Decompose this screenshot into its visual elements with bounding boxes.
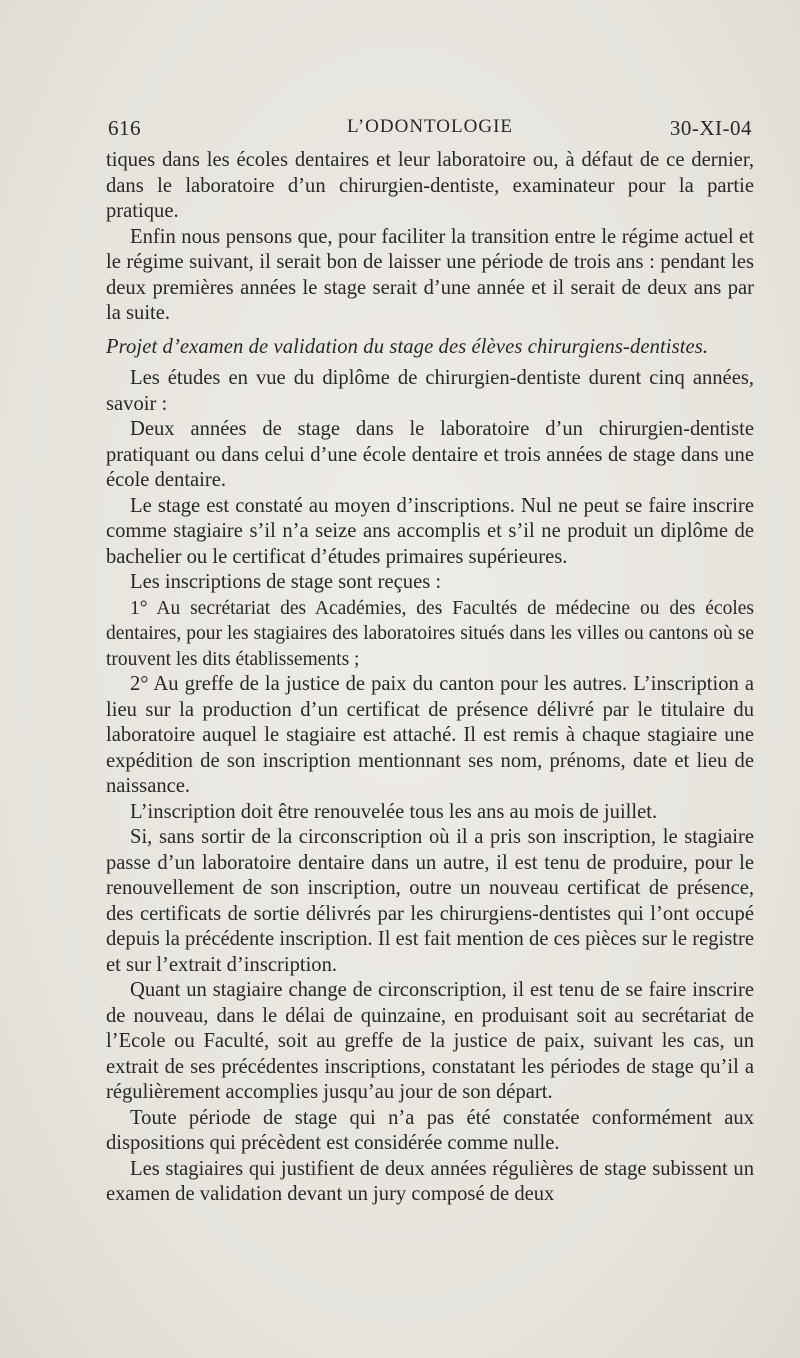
paragraph: Si, sans sortir de la circonscription où il a pris son inscription, le stagiaire passe d’un laboratoire dentaire dans un autre, il est tenu de produire, pour le renouvellement de son inscription, outre un nouveau certificat de présence, des certificats de sortie délivrés par les chirurgiens-dentistes qui l’ont occupé depuis la précédente inscription. Il est fait mention de ces pièces sur le registre et sur l’extrait d’inscription. [106, 826, 754, 976]
paragraph: Enfin nous pensons que, pour faciliter la transition entre le régime actuel et le régime suivant, il serait bon de laisser une période de trois ans : pendant les deux premières années le stage serait d’une année et il serait de deux ans par la suite. [106, 225, 754, 324]
running-header [108, 116, 752, 144]
section-heading: Projet d’examen de validation du stage des élèves chirurgiens-dentistes. [106, 335, 709, 358]
paragraph: Le stage est constaté au moyen d’inscriptions. Nul ne peut se faire inscrire comme stagiaire s’il n’a seize ans accomplis et s’il ne produit un diplôme de bachelier ou le certificat d’études primaires supérieures. [106, 494, 754, 568]
paragraph: Les stagiaires qui justifient de deux années régulières de stage subissent un examen de validation devant un jury composé de deux [106, 1157, 754, 1205]
list-item: 2° Au greffe de la justice de paix du canton pour les autres. L’inscription a lieu sur la production d’un certificat de présence délivré par le titulaire du laboratoire auquel le stagiaire est attaché. Il est remis à chaque stagiaire une expédition de son inscription mentionnant ses nom, prénoms, date et lieu de naissance. [106, 673, 754, 797]
paragraph: Les inscriptions de stage sont reçues : [130, 571, 442, 593]
paragraph: Les études en vue du diplôme de chirurgien-dentiste durent cinq années, savoir : [106, 367, 754, 415]
list-item: 1° Au secrétariat des Académies, des Facultés de médecine ou des écoles dentaires, pour les stagiaires des laboratoires situés dans les villes ou cantons où se trouvent les dits établissements ; [106, 597, 754, 670]
paragraph: L’inscription doit être renouvelée tous les ans au mois de juillet. [130, 800, 658, 823]
paragraph: Quant un stagiaire change de circonscription, il est tenu de se faire inscrire de nouveau, dans le délai de quinzaine, en produisant soit au secrétariat de l’Ecole ou Faculté, soit au greffe de la justice de paix, suivant les cas, un extrait de ses précédentes inscriptions, constatant les périodes de stage qu’il a régulièrement accomplies jusqu’au jour de son départ. [106, 979, 754, 1103]
issue-date: 30-XI-04 [669, 116, 752, 140]
paragraph: Toute période de stage qui n’a pas été constatée conformément aux dispositions qui précèdent est considérée comme nulle. [106, 1106, 754, 1154]
page-number: 616 [108, 116, 141, 140]
paragraph: Deux années de stage dans le laboratoire d’un chirurgien-dentiste pratiquant ou dans celui d’une école dentaire et trois années de stage dans une école dentaire. [106, 418, 754, 491]
paragraph: tiques dans les écoles dentaires et leur laboratoire ou, à défaut de ce dernier, dans le laboratoire d’un chirurgien-dentiste, examinateur pour la partie pratique. [106, 149, 754, 222]
running-title: L’ODONTOLOGIE [346, 116, 514, 137]
body-text [106, 148, 754, 1208]
